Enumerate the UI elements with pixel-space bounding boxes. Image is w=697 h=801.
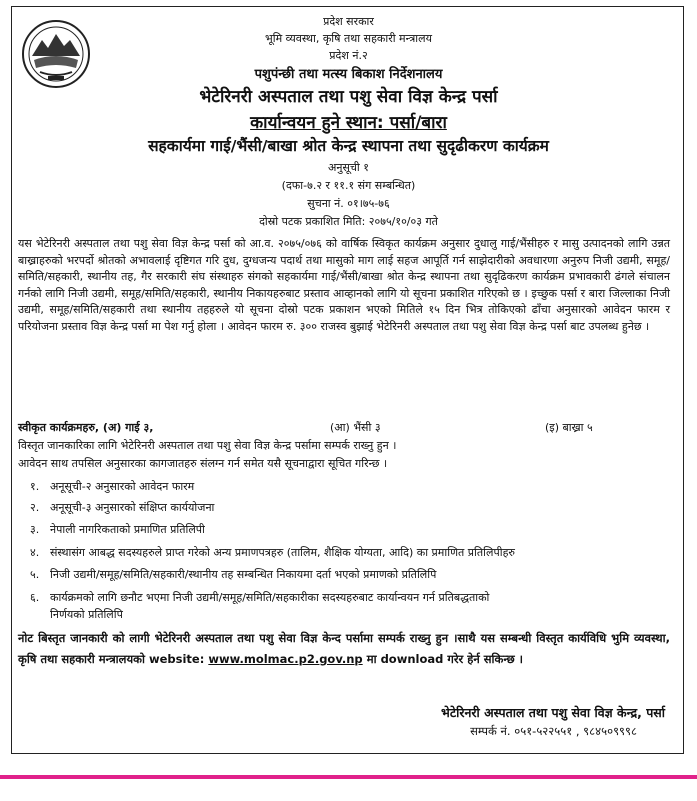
note-end: गरेर हेर्न सकिन्छ ।	[447, 652, 524, 666]
list-item: संस्थासंग आबद्ध सदस्यहरुले प्राप्त गरेको अन्य प्रमाणपत्रहरु (तालिम, शैक्षिक योग्यता, आदि) का प्रमाणित प्रतिलिपीहरु	[50, 546, 515, 559]
approved-programs-buffalo: (आ) भैंसी ३	[330, 421, 381, 434]
list-item-number: ३.	[30, 523, 40, 536]
documents-intro: आवेदन साथ तपसिल अनुसारका कागजातहरु संलग्न गर्न समेत यसै सूचनाद्वारा सूचित गरिन्छ ।	[18, 457, 388, 470]
list-item-number: ६.	[30, 591, 40, 604]
header-directorate: पशुपंन्छी तथा मत्स्य बिकाश निर्देशनालय	[254, 67, 443, 82]
list-item-number: ४.	[30, 546, 40, 559]
website-link[interactable]: www.molmac.p2.gov.np	[208, 652, 363, 666]
approved-programs-goats: (इ) बाख्रा ५	[545, 421, 593, 434]
signature-organization: भेटेरिनरी अस्पताल तथा पशु सेवा विज्ञ केन्द्र, पर्सा	[441, 705, 665, 720]
header-clause: (दफा-७.२ र ११.१ संग सम्बन्धित)	[281, 179, 416, 192]
list-item: नेपाली नागरिकताको प्रमाणित प्रतिलिपी	[50, 523, 205, 536]
list-item: अनूसूची-३ अनुसारको संक्षिप्त कार्ययोजना	[50, 501, 215, 514]
header-province: प्रदेश सरकार	[323, 15, 374, 28]
list-item: कार्यक्रमको लागि छनौट भएमा निजी उद्यमी/समूह/समिति/सहकारीका सदस्यहरुबाट कार्यान्वयन गर्न प्रतिबद्धताको	[50, 591, 490, 604]
header-hospital: भेटेरिनरी अस्पताल तथा पशु सेवा विज्ञ केन्द्र पर्सा	[199, 87, 498, 107]
list-item-number: १.	[30, 480, 40, 493]
header-location: कार्यान्वयन हुने स्थान: पर्सा/बारा	[250, 113, 447, 133]
signature-contact: सम्पर्क नं. ०५१-५२२५५१ , ९८४५०९९९८	[470, 724, 637, 738]
header-notice-number: सुचना नं. ०१।७५-७६	[307, 197, 390, 210]
accent-bar	[0, 775, 697, 779]
header-ministry: भूमि व्यवस्था, कृषि तथा सहकारी मन्त्रालय	[265, 32, 432, 45]
list-item: अनूसूची-२ अनुसारको आवेदन फारम	[50, 480, 195, 493]
list-item-continuation: निर्णयको प्रतिलिपि	[50, 608, 123, 621]
note-download: download	[380, 652, 444, 666]
note-text: नोट बिस्तृत जानकारी को लागी भेटेरिनरी अस्पताल तथा पशु सेवा विज्ञ केन्द पर्सामा सम्पर्क राख्नु हुन ।साथै यस सम्बन्धी विस्तृत कार्यविधि भुमि व्यवस्था, कृषि तथा सहकारी मन्त्रालयको	[18, 631, 670, 666]
header-province-number: प्रदेश नं.२	[329, 49, 368, 62]
header-annex: अनुसूची १	[328, 161, 369, 174]
header-program: सहकार्यमा गाई/भैंसी/बाखा श्रोत केन्द्र स्थापना तथा सुदृढीकरण कार्यक्रम	[148, 137, 549, 155]
list-item-number: २.	[30, 501, 40, 514]
note-middle: मा	[366, 652, 377, 666]
header-published-date: दोस्रो पटक प्रकाशित मिति: २०७५/१०/०३ गते	[259, 215, 438, 228]
website-label: website:	[148, 652, 205, 666]
main-paragraph: यस भेटेरिनरी अस्पताल तथा पशु सेवा विज्ञ केन्द्र पर्सा को आ.व. २०७५/०७६ को वार्षिक स्विकृत कार्यक्रम अनुसार दुधालु गाई/भैंसीहरु र मासु उत्पादनको लागि उन्नत बाख्राहरुको भरपर्दो श्रोतको अभावलाई दृष्टिगत गरि दुध, दुग्धजन्य पदार्थ तथा मासुको माग लाई सहज आपूर्ति गर्न साझेदारीको अवधारणा अनुरुप निजी उद्यमी, समूह/समिति/सहकारी, स्थानीय तह, गैर सरकारी संघ संस्थाहरु संगको सहकार्यमा गाई/भैंसी/बाखा श्रोत केन्द्र स्थापना तथा सुदृढिकरण कार्यक्रम प्रभावकारी ढंगले संचालन गर्नको लागि निजी उद्यमी, समूह/समिति/सहकारी, स्थानीय निकायहरुबाट प्रस्ताव आव्हानको लागि यो सूचना प्रकाशित गरिएको छ । इच्छुक पर्सा र बारा जिल्लाका निजी उद्यमी, समूह/समिति/सहकारी तथा स्थानीय तहहरुले यो सूचना दोस्रो पटक प्रकाशन भएको मितिले १५ दिन भित्र तोकिएको ढाँचा अनुसारको आवेदन फारम र परियोजना प्रस्ताव विज्ञ केन्द्र पर्सा मा पेश गर्नु होला । आवेदन फारम रु. ३०० राजस्व बुझाई भेटेरिनरी अस्पताल तथा पशु सेवा विज्ञ केन्द्र पर्सा बाट उपलब्ध हुनेछ ।	[18, 237, 670, 333]
list-item-number: ५.	[30, 568, 40, 581]
approved-programs-cows: स्वीकृत कार्यक्रमहरु, (अ) गाई ३,	[18, 421, 154, 434]
note-paragraph	[18, 628, 670, 670]
list-item: निजी उद्यमी/समूह/समिति/सहकारी/स्थानीय तह सम्बन्धित निकायमा दर्ता भएको प्रमाणको प्रतिलिपि	[50, 568, 437, 581]
contact-instruction: विस्तृत जानकारिका लागि भेटेरिनरी अस्पताल तथा पशु सेवा विज्ञ केन्द्र पर्सामा सम्पर्क राख्नु हुन ।	[18, 439, 397, 452]
